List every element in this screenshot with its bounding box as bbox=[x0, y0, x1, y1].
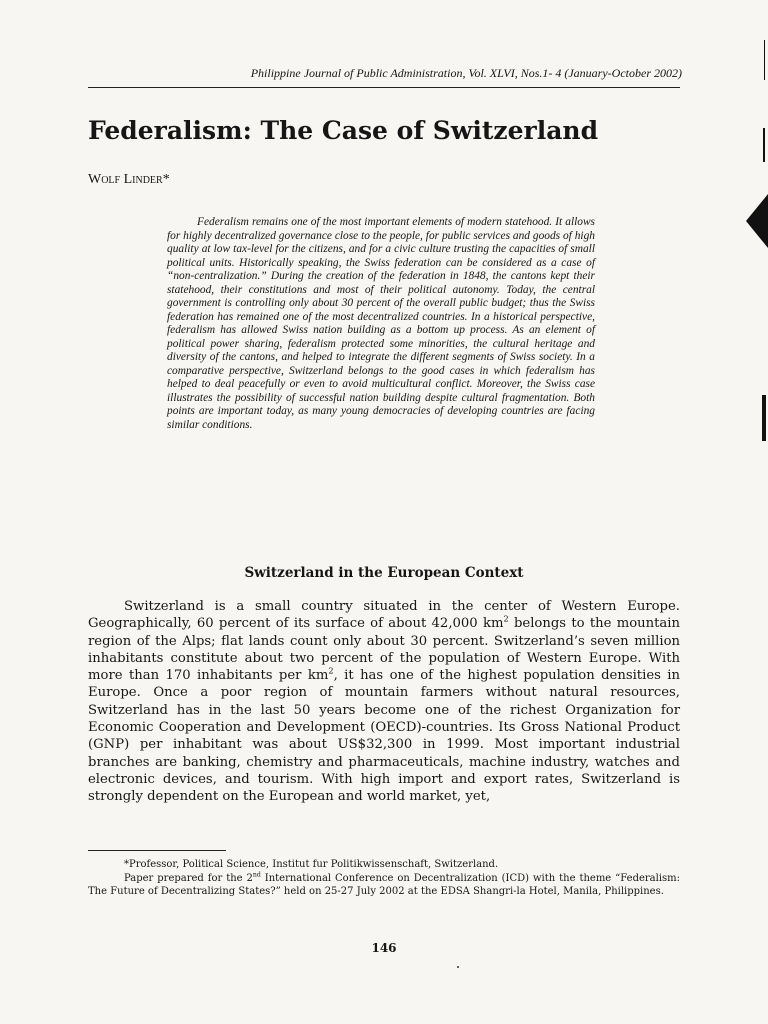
footnote-paper bbox=[88, 872, 680, 899]
footnotes bbox=[88, 858, 680, 899]
section-heading: Switzerland in the European Context bbox=[244, 565, 524, 581]
footnote-text-part: Paper prepared for the 2 bbox=[124, 872, 253, 884]
scan-edge-mark bbox=[762, 395, 766, 441]
superscript: 2 bbox=[328, 665, 334, 676]
article-author: Wolf Linder* bbox=[88, 172, 170, 187]
body-text-part: belongs to the mountain region of the Alps; flat lands count only about 30 percent. Switzerland’s seven million inhabitants constitute about two percent of the population of Western Europe. With more than 170 inhabitants per km bbox=[88, 616, 680, 684]
superscript: 2 bbox=[503, 613, 509, 624]
abstract: Federalism remains one of the most important elements of modern statehood. It allows for highly decentralized governance close to the people, for public services and goods of high quality at low tax-level for the citizens, and for a civic culture trusting the capacities of small political units. Historically speaking, the Swiss federation can be considered as a case of “non-centralization.” During the creation of the federation in 1848, the cantons kept their statehood, their constitutions and most of their political autonomy. Today, the central government is controlling only about 30 percent of the overall public budget; thus the Swiss federation has remained one of the most decentralized countries. In a historical perspective, federalism has allowed Swiss nation building as a bottom up process. As an element of political power sharing, federalism protected some minorities, the cultural heritage and diversity of the cantons, and helped to integrate the different segments of Swiss society. In a comparative perspective, Switzerland belongs to the good cases in which federalism has helped to deal peacefully or even to avoid multicultural conflict. Moreover, the Swiss case illustrates the possibility of successful nation building despite cultural fragmentation. Both points are important today, as many young democracies of developing countries are facing similar conditions. bbox=[167, 216, 595, 431]
body-paragraph bbox=[88, 598, 680, 806]
footnote-text-part: International Conference on Decentralization (ICD) with the theme “Federalism: The Future of Decentralizing States?” held on 25-27 July 2002 at the EDSA Shangri-la Hotel, Manila, Philippines. bbox=[88, 872, 681, 897]
journal-header: Philippine Journal of Public Administration, Vol. XLVI, Nos.1- 4 (January-October 2002) bbox=[250, 66, 682, 80]
scan-edge-mark bbox=[746, 194, 768, 248]
body-text-part: , it has one of the highest population densities in Europe. Once a poor region of mountain farmers without natural resources, Switzerland has in the last 50 years become one of the richest Organization for Economic Cooperation and Development (OECD)-countries. Its Gross National Product (GNP) per inhabitant was about US$32,300 in 1999. Most important industrial branches are banking, chemistry and pharmaceuticals, machine industry, watches and electronic devices, and tourism. With high import and export rates, Switzerland is strongly dependent on the European and world market, yet, bbox=[88, 668, 681, 805]
body-text-part: Switzerland is a small country situated in the center of Western Europe. Geographically, 60 percent of its surface of about 42,000 km bbox=[88, 599, 680, 632]
superscript: nd bbox=[252, 871, 261, 879]
page-number: 146 bbox=[371, 941, 397, 955]
scan-edge-mark bbox=[763, 128, 765, 162]
footnote-author: *Professor, Political Science, Institut fur Politikwissenschaft, Switzerland. bbox=[124, 859, 499, 870]
footnote-rule bbox=[88, 850, 226, 851]
scan-edge-mark bbox=[764, 40, 765, 80]
scan-speck bbox=[457, 966, 459, 968]
article-title: Federalism: The Case of Switzerland bbox=[88, 116, 599, 145]
header-rule bbox=[88, 87, 680, 88]
